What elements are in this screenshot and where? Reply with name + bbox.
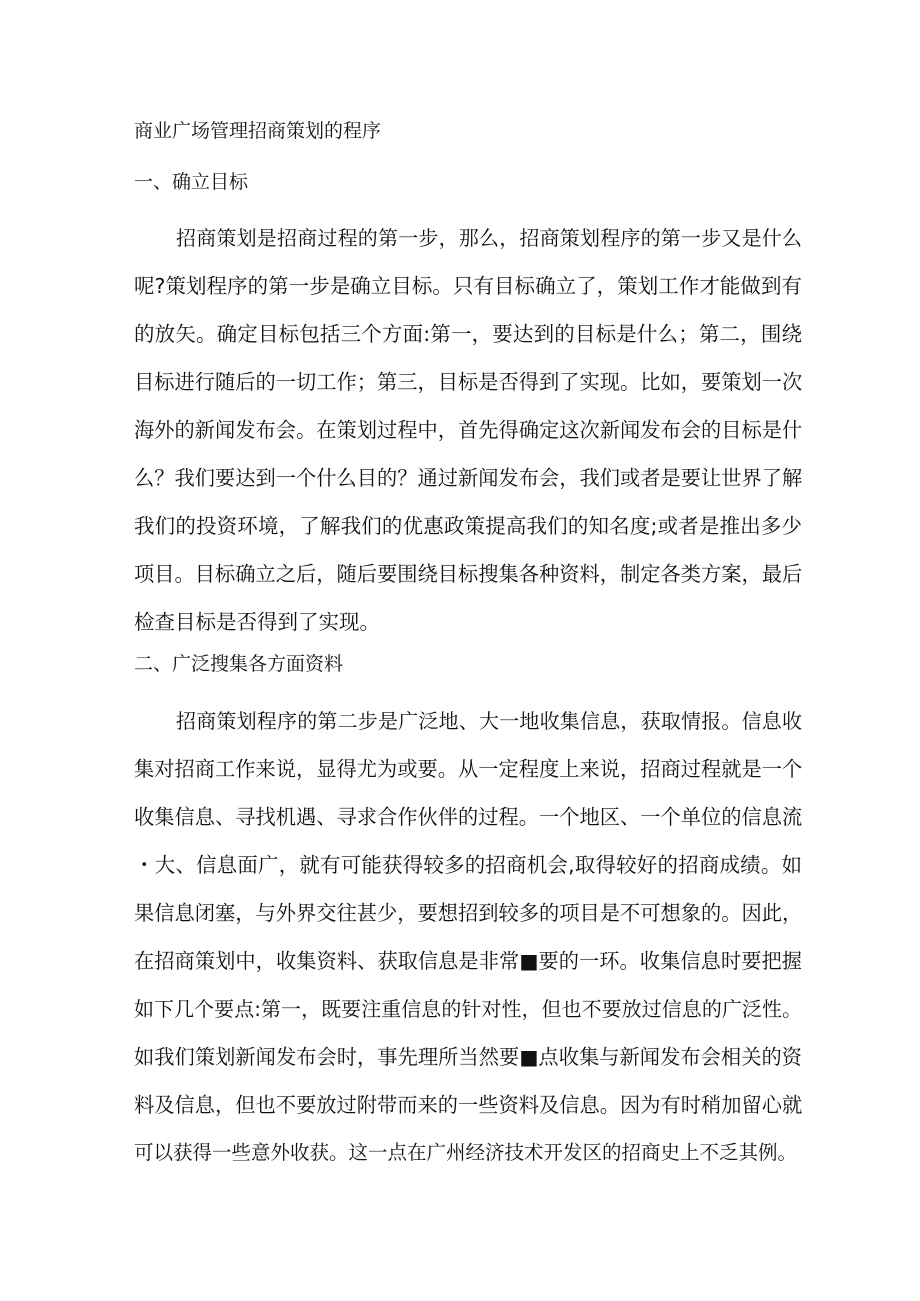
- section-1-paragraph: [134, 214, 802, 646]
- paragraph-line: 集对招商工作来说，显得尤为或要。从一定程度上来说，招商过程就是一个: [134, 757, 803, 781]
- paragraph-line: 检查目标是否得到了实现。: [134, 610, 380, 634]
- paragraph-line: 目标进行随后的一切工作；第三，目标是否得到了实现。比如，要策划一次: [134, 370, 803, 394]
- paragraph-line: 可以获得一些意外收获。这一点在广州经济技术开发区的招商史上不乏其例。: [134, 1141, 798, 1164]
- paragraph-line: 么？我们要达到一个什么目的？通过新闻发布会，我们或者是要让世界了解: [134, 466, 803, 490]
- paragraph-line: 在招商策划中，收集资料、获取信息是非常■要的一环。收集信息时要把握: [134, 949, 802, 973]
- paragraph-line: 项目。目标确立之后，随后要围绕目标搜集各种资料，制定各类方案，最后: [134, 562, 803, 586]
- section-heading-1: 一、确立目标: [134, 171, 249, 193]
- paragraph-line: 招商策划程序的第二步是广泛地、大一地收集信息，获取情报。信息收: [176, 709, 802, 733]
- paragraph-line: 呢?策划程序的第一步是确立目标。只有目标确立了，策划工作才能做到有: [134, 274, 802, 298]
- paragraph-line: 海外的新闻发布会。在策划过程中，首先得确定这次新闻发布会的目标是什: [134, 418, 803, 442]
- paragraph-line: 如下几个要点:第一，既要注重信息的针对性，但也不要放过信息的广泛性。: [134, 997, 802, 1021]
- paragraph-line: 料及信息，但也不要放过附带而来的一些资料及信息。因为有时稍加留心就: [134, 1093, 803, 1117]
- document-title: 商业广场管理招商策划的程序: [134, 120, 382, 142]
- section-heading-2: 二、广泛搜集各方面资料: [134, 653, 344, 675]
- paragraph-line: 收集信息、寻找机遇、寻求合作伙伴的过程。一个地区、一个单位的信息流: [134, 805, 803, 829]
- paragraph-line: ・大、信息面广，就有可能获得较多的招商机会,取得较好的招商成绩。如: [134, 853, 802, 877]
- paragraph-line: 如我们策划新闻发布会时，事先理所当然要■点收集与新闻发布会相关的资: [134, 1045, 802, 1069]
- paragraph-line: 的放矢。确定目标包括三个方面:第一，要达到的目标是什么；第二，围绕: [134, 322, 802, 346]
- section-2-paragraph: [134, 697, 802, 1177]
- paragraph-line: 我们的投资环境，了解我们的优惠政策提高我们的知名度;或者是推出多少: [134, 514, 802, 538]
- paragraph-line: 果信息闭塞，与外界交往甚少，要想招到较多的项目是不可想象的。因此，: [134, 901, 803, 925]
- paragraph-line: 招商策划是招商过程的第一步，那么，招商策划程序的第一步又是什么: [176, 226, 802, 250]
